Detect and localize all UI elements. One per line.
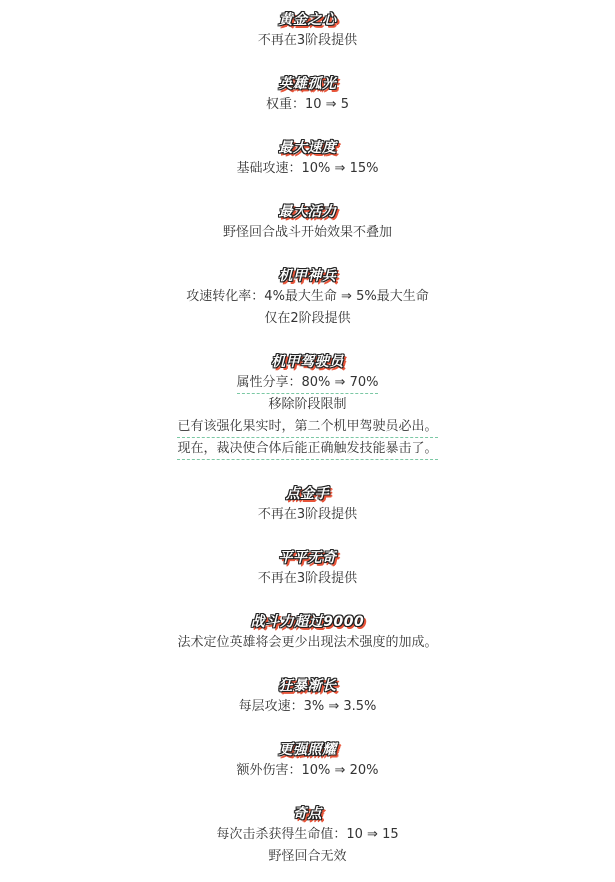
augment-section-mech-weapon: [0, 266, 615, 330]
change-line-text: 属性分享：80% ⇒ 70%: [237, 373, 379, 394]
change-line: 野怪回合无效: [268, 849, 347, 864]
change-line: 不再在3阶段提供: [257, 571, 358, 586]
augment-title: 奇点: [293, 806, 322, 822]
augment-section-stronger-shine: [0, 740, 615, 782]
change-line-text: 现在，裁决使合体后能正确触发技能暴击了。: [177, 439, 437, 460]
augment-title: 最大活力: [278, 204, 337, 220]
augment-section-max-vitality: [0, 202, 615, 244]
change-line: 移除阶段限制: [268, 397, 347, 412]
change-line: 法术定位英雄将会更少出现法术强度的加成。: [177, 635, 438, 650]
augment-title: 狂暴渐长: [278, 678, 337, 694]
augment-section-lone-hero: [0, 74, 615, 116]
augment-title: 更强照耀: [278, 742, 337, 758]
augment-section-heart-of-gold: [0, 10, 615, 52]
change-line: [0, 438, 615, 460]
augment-section-singularity: [0, 804, 615, 868]
augment-title: 战斗力超过9000: [250, 614, 365, 630]
change-line: [0, 372, 615, 394]
augment-title: 机甲驾驶员: [271, 354, 344, 370]
augment-title: 机甲神兵: [278, 268, 337, 284]
change-line: 不再在3阶段提供: [257, 33, 358, 48]
change-line: 不再在3阶段提供: [257, 507, 358, 522]
change-line: 基础攻速：10% ⇒ 15%: [236, 161, 379, 176]
augment-section-mech-pilot: [0, 352, 615, 460]
change-line: 攻速转化率：4%最大生命 ⇒ 5%最大生命: [186, 289, 429, 304]
change-line: 每次击杀获得生命值：10 ⇒ 15: [216, 827, 399, 842]
change-line: [0, 416, 615, 438]
augment-section-golden-touch: [0, 484, 615, 526]
change-line-text: 已有该强化果实时，第二个机甲驾驶员必出。: [177, 417, 437, 438]
augment-title: 最大速度: [278, 140, 337, 156]
augment-section-growing-rage: [0, 676, 615, 718]
augment-section-over-9000: [0, 612, 615, 654]
change-line: 野怪回合战斗开始效果不叠加: [222, 225, 392, 240]
change-line: 仅在2阶段提供: [264, 311, 351, 326]
change-line: 权重：10 ⇒ 5: [266, 97, 349, 112]
augment-section-max-speed: [0, 138, 615, 180]
augment-title: 英雄孤光: [278, 76, 337, 92]
augment-title: 平平无奇: [278, 550, 337, 566]
change-line: 额外伤害：10% ⇒ 20%: [236, 763, 379, 778]
change-line: 每层攻速：3% ⇒ 3.5%: [238, 699, 377, 714]
augment-section-plain: [0, 548, 615, 590]
augment-title: 黄金之心: [278, 12, 337, 28]
augment-title: 点金手: [285, 486, 330, 502]
